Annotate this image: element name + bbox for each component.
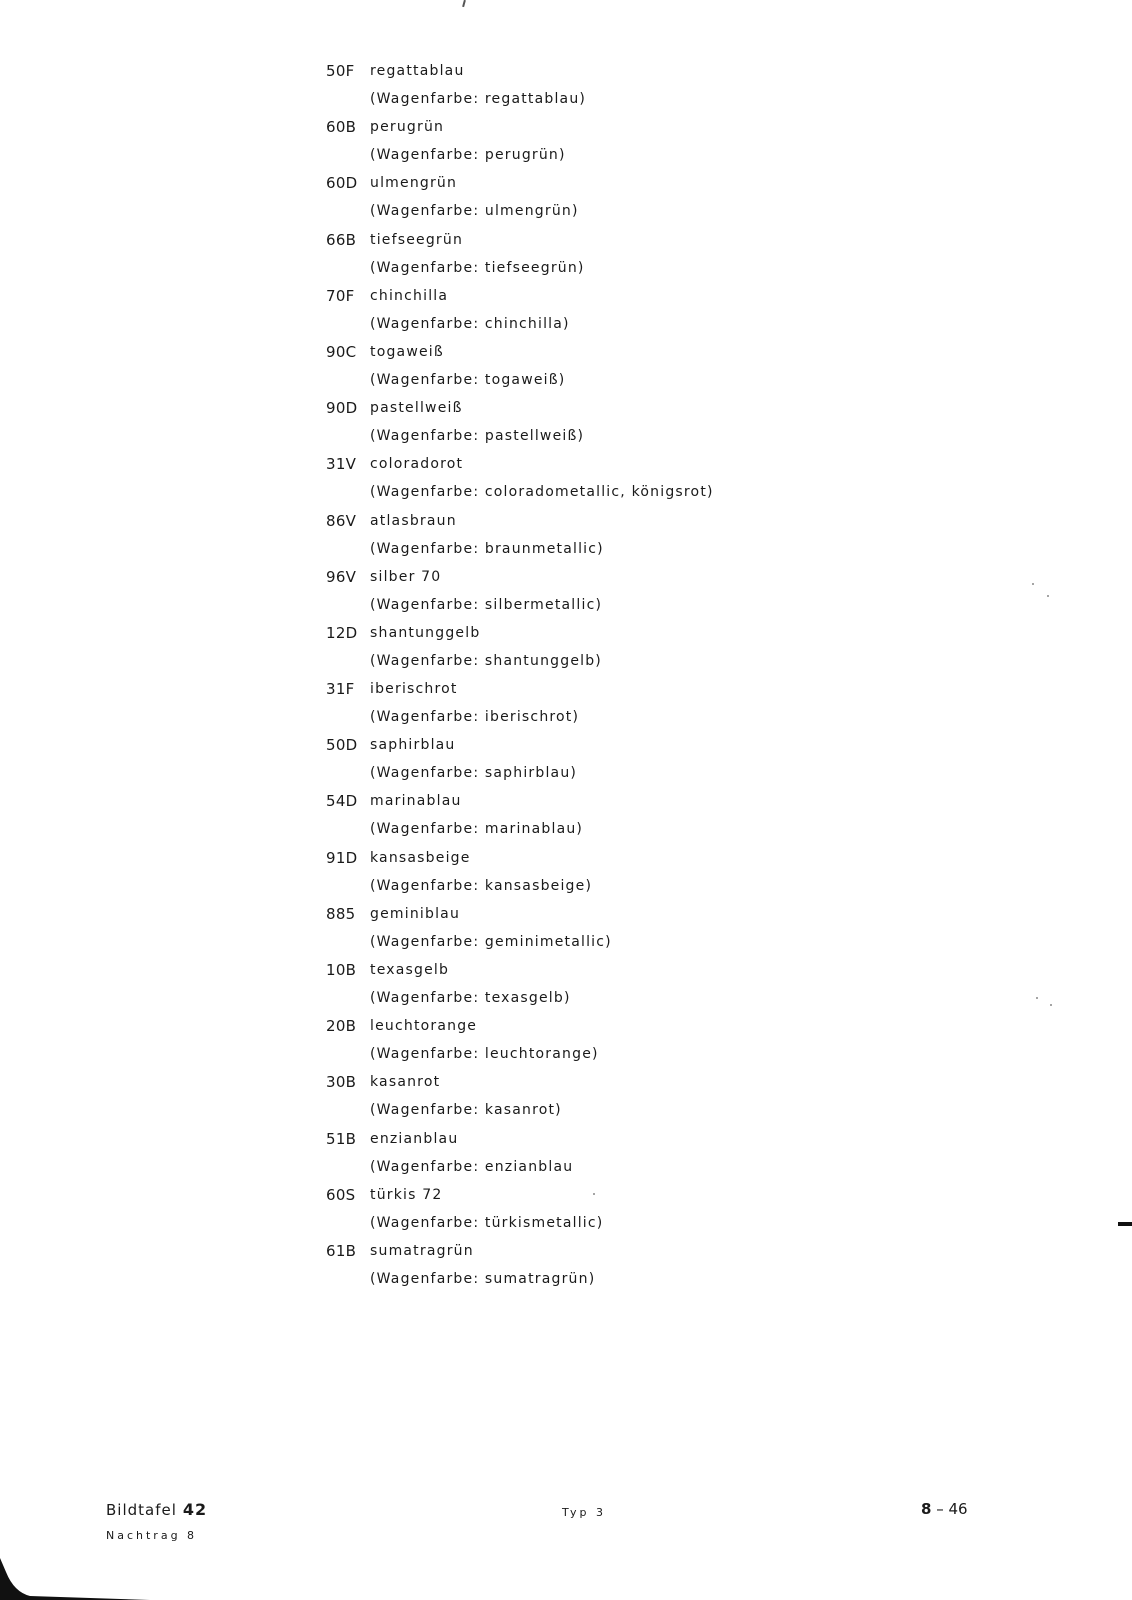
color-entry <box>326 680 756 736</box>
speck <box>1036 997 1038 999</box>
color-code: 50D <box>326 736 358 755</box>
speck <box>1047 595 1049 597</box>
color-code: 86V <box>326 511 357 530</box>
color-code: 885 <box>326 904 356 923</box>
car-color-note: (Wagenfarbe: sumatragrün) <box>370 1270 596 1287</box>
car-color-note: (Wagenfarbe: shantunggelb) <box>370 652 602 669</box>
color-code: 60B <box>326 118 357 137</box>
color-name: shantunggelb <box>370 624 481 641</box>
car-color-note: (Wagenfarbe: tiefseegrün) <box>370 259 585 276</box>
color-entry <box>326 568 756 624</box>
page-separator: – <box>936 1500 944 1518</box>
color-code: 96V <box>326 567 357 586</box>
car-color-note: (Wagenfarbe: enzianblau <box>370 1158 574 1175</box>
color-name: leuchtorange <box>370 1018 478 1035</box>
color-name: iberischrot <box>370 681 458 698</box>
color-code: 31V <box>326 455 357 474</box>
color-name: atlasbraun <box>370 512 457 529</box>
color-name: türkis 72 <box>370 1186 443 1203</box>
color-code: 10B <box>326 961 357 979</box>
color-code: 60S <box>326 1185 356 1204</box>
color-name: kasanrot <box>370 1074 441 1091</box>
color-name: tiefseegrün <box>370 231 464 248</box>
color-name: ulmengrün <box>370 175 458 192</box>
color-code: 61B <box>326 1241 357 1260</box>
color-code: 90D <box>326 399 358 418</box>
car-color-note: (Wagenfarbe: iberischrot) <box>370 709 580 726</box>
color-name: perugrün <box>370 119 445 136</box>
color-name: sumatragrün <box>370 1242 474 1259</box>
page-reference <box>921 1500 968 1518</box>
color-code: 91D <box>326 848 358 867</box>
scan-mark <box>462 0 466 7</box>
color-entry <box>326 343 756 399</box>
car-color-note: (Wagenfarbe: braunmetallic) <box>370 540 604 557</box>
color-code: 30B <box>326 1073 357 1092</box>
color-name: marinablau <box>370 793 462 810</box>
color-code: 54D <box>326 792 358 811</box>
car-color-note: (Wagenfarbe: perugrün) <box>370 147 566 164</box>
color-entry <box>326 1017 756 1073</box>
speck <box>1050 1004 1052 1006</box>
car-color-note: (Wagenfarbe: geminimetallic) <box>370 933 612 950</box>
color-code: 50F <box>326 62 355 80</box>
color-entry <box>326 1186 756 1242</box>
color-name: silber 70 <box>370 568 442 585</box>
color-entry <box>326 1242 756 1298</box>
color-name: chinchilla <box>370 287 449 304</box>
color-name: texasgelb <box>370 962 450 978</box>
section-number: 8 <box>921 1500 932 1518</box>
color-entry <box>326 736 756 792</box>
color-code: 70F <box>326 286 355 305</box>
color-code: 60D <box>326 174 358 193</box>
color-entry <box>326 1130 756 1186</box>
color-entry <box>326 849 756 905</box>
car-color-note: (Wagenfarbe: ulmengrün) <box>370 203 579 220</box>
color-name: kansasbeige <box>370 849 471 866</box>
color-code: 12D <box>326 623 358 642</box>
binding-edge-mark <box>0 1558 150 1600</box>
plate-label-line <box>106 1500 207 1519</box>
page-number: 46 <box>948 1500 968 1518</box>
footer-left <box>106 1500 207 1542</box>
speck <box>1032 583 1034 585</box>
color-entry <box>326 961 756 1017</box>
color-entry <box>326 455 756 511</box>
color-entry <box>326 624 756 680</box>
type-label: Typ 3 <box>562 1506 606 1519</box>
edge-mark <box>1118 1222 1132 1226</box>
color-name: pastellweiß <box>370 400 463 417</box>
car-color-note: (Wagenfarbe: texasgelb) <box>370 990 571 1006</box>
color-name: coloradorot <box>370 456 464 473</box>
car-color-note: (Wagenfarbe: kansasbeige) <box>370 877 593 894</box>
color-name: saphirblau <box>370 737 456 754</box>
color-entry <box>326 792 756 848</box>
car-color-note: (Wagenfarbe: leuchtorange) <box>370 1046 599 1063</box>
color-entry <box>326 62 756 118</box>
color-code: 51B <box>326 1129 357 1148</box>
color-entry <box>326 287 756 343</box>
car-color-note: (Wagenfarbe: saphirblau) <box>370 765 578 782</box>
color-entry <box>326 1073 756 1129</box>
car-color-note: (Wagenfarbe: silbermetallic) <box>370 596 603 613</box>
car-color-note: (Wagenfarbe: chinchilla) <box>370 315 570 332</box>
car-color-note: (Wagenfarbe: togaweiß) <box>370 371 566 388</box>
plate-label: Bildtafel <box>106 1501 177 1519</box>
color-entry <box>326 174 756 230</box>
plate-number: 42 <box>182 1500 208 1519</box>
color-name: togaweiß <box>370 343 444 360</box>
color-entry <box>326 118 756 174</box>
car-color-note: (Wagenfarbe: kasanrot) <box>370 1102 562 1119</box>
color-code-list <box>326 62 756 1298</box>
color-entry <box>326 905 756 961</box>
color-entry <box>326 231 756 287</box>
car-color-note: (Wagenfarbe: pastellweiß) <box>370 428 585 445</box>
car-color-note: (Wagenfarbe: türkismetallic) <box>370 1214 604 1231</box>
color-name: geminiblau <box>370 905 461 922</box>
color-code: 20B <box>326 1017 357 1036</box>
color-entry <box>326 399 756 455</box>
speck <box>593 1193 595 1195</box>
car-color-note: (Wagenfarbe: coloradometallic, königsrot) <box>370 484 714 501</box>
color-name: regattablau <box>370 63 465 79</box>
color-code: 66B <box>326 230 357 249</box>
color-name: enzianblau <box>370 1130 459 1147</box>
car-color-note: (Wagenfarbe: marinablau) <box>370 821 584 838</box>
supplement-label: Nachtrag 8 <box>106 1529 198 1542</box>
color-code: 31F <box>326 680 355 699</box>
color-code: 90C <box>326 342 357 361</box>
car-color-note: (Wagenfarbe: regattablau) <box>370 91 587 107</box>
color-entry <box>326 512 756 568</box>
